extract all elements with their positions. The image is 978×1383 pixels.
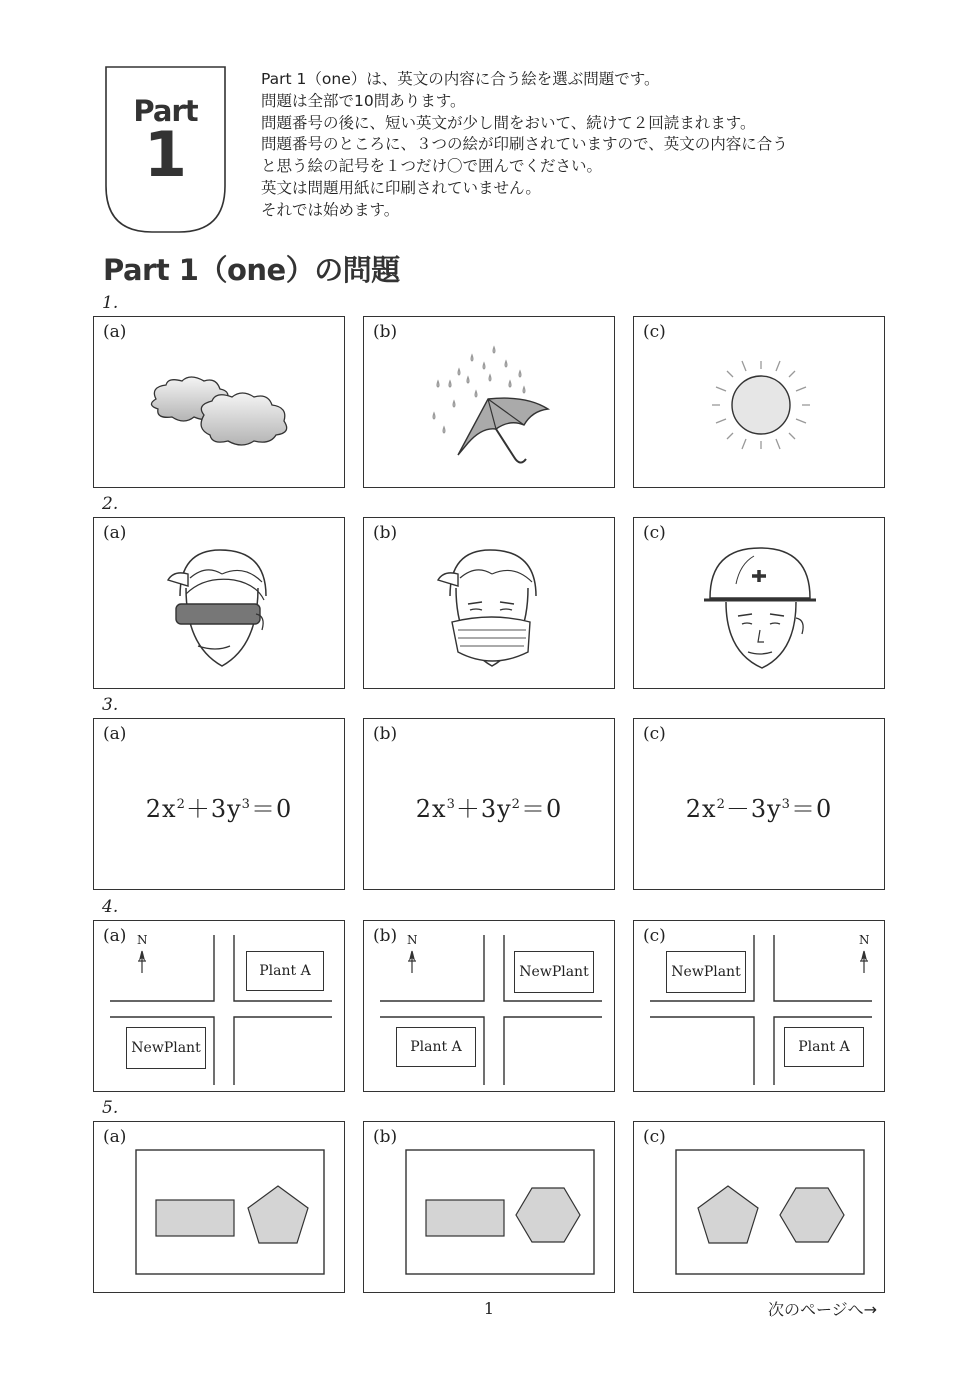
new-plant-label: New Plant	[126, 1027, 206, 1069]
option-label: (b)	[373, 322, 398, 342]
next-page-link[interactable]: 次のページへ→	[768, 1300, 878, 1319]
rectangle-icon	[156, 1200, 234, 1236]
instruction-line: 問題は全部で10問あります。	[261, 91, 466, 110]
new-plant-label: New Plant	[514, 951, 594, 993]
plant-a-label: Plant A	[784, 1027, 864, 1067]
equation: $2x^2+3y^3=0$	[145, 795, 293, 823]
option-box[interactable]	[93, 920, 345, 1092]
option-box[interactable]	[363, 920, 615, 1092]
plant-a-label: Plant A	[396, 1027, 476, 1067]
north-label: N	[137, 933, 148, 947]
page-number: 1	[483, 1299, 495, 1318]
helmet-face-icon	[634, 518, 886, 690]
option-label: (c)	[643, 523, 666, 543]
option-label: (a)	[103, 322, 127, 342]
option-box[interactable]	[363, 718, 615, 890]
option-label: (b)	[373, 1127, 398, 1147]
option-label: (b)	[373, 523, 398, 543]
option-label: (a)	[103, 724, 127, 744]
question-number: 1.	[102, 293, 119, 313]
north-arrow-icon	[860, 951, 868, 973]
option-box[interactable]	[93, 517, 345, 689]
badge-word: Part	[133, 94, 198, 128]
map-icon	[364, 921, 616, 1093]
option-label: (b)	[373, 926, 398, 946]
north-arrow-icon	[138, 951, 146, 973]
shapes-frame	[364, 1122, 616, 1294]
option-label: (c)	[643, 724, 666, 744]
option-box[interactable]	[633, 718, 885, 890]
option-label: (a)	[103, 926, 127, 946]
plant-a-label: Plant A	[246, 951, 324, 991]
option-label: (b)	[373, 724, 398, 744]
option-box[interactable]	[93, 718, 345, 890]
instruction-line: Part 1（one）は、英文の内容に合う絵を選ぶ問題です。	[261, 70, 660, 88]
instruction-line: 英文は問題用紙に印刷されていません。	[261, 178, 541, 197]
option-box[interactable]	[363, 316, 615, 488]
shapes-frame	[94, 1122, 346, 1294]
option-box[interactable]	[93, 316, 345, 488]
option-box[interactable]	[363, 517, 615, 689]
section-title: Part 1（one）の問題	[103, 253, 400, 287]
option-box[interactable]	[633, 517, 885, 689]
option-label: (c)	[643, 322, 666, 342]
part-badge	[105, 66, 226, 234]
sun-icon	[634, 317, 886, 489]
north-label: N	[407, 933, 418, 947]
north-arrow-icon	[408, 951, 416, 973]
instruction-line: 問題番号の後に、短い英文が少し間をおいて、続けて２回読まれます。	[261, 113, 756, 132]
instruction-line: それでは始めます。	[261, 200, 400, 219]
new-plant-label: New Plant	[666, 951, 746, 993]
question-number: 2.	[102, 494, 119, 514]
instructions	[261, 69, 901, 222]
north-label: N	[859, 933, 870, 947]
question-number: 3.	[102, 695, 119, 715]
option-box[interactable]	[633, 1121, 885, 1293]
umbrella-rain-icon	[364, 317, 616, 489]
instruction-line: と思う絵の記号を１つだけ〇で囲んでください。	[261, 157, 603, 176]
map-icon	[634, 921, 886, 1093]
cloud-icon	[94, 317, 346, 489]
option-box[interactable]	[363, 1121, 615, 1293]
option-box[interactable]	[93, 1121, 345, 1293]
option-label: (c)	[643, 926, 666, 946]
equation: $2x^2-3y^3=0$	[685, 795, 833, 823]
shapes-frame	[634, 1122, 886, 1294]
instruction-line: 問題番号のところに、３つの絵が印刷されていますので、英文の内容に合う	[261, 135, 788, 154]
equation: $2x^3+3y^2=0$	[415, 795, 563, 823]
option-box[interactable]	[633, 316, 885, 488]
option-box[interactable]	[633, 920, 885, 1092]
question-number: 4.	[102, 897, 119, 917]
rectangle-icon	[426, 1200, 504, 1236]
question-number: 5.	[102, 1098, 119, 1118]
option-label: (c)	[643, 1127, 666, 1147]
option-label: (a)	[103, 1127, 127, 1147]
mask-face-icon	[364, 518, 616, 690]
option-label: (a)	[103, 523, 127, 543]
goggles-face-icon	[94, 518, 346, 690]
badge-number: 1	[143, 118, 188, 191]
